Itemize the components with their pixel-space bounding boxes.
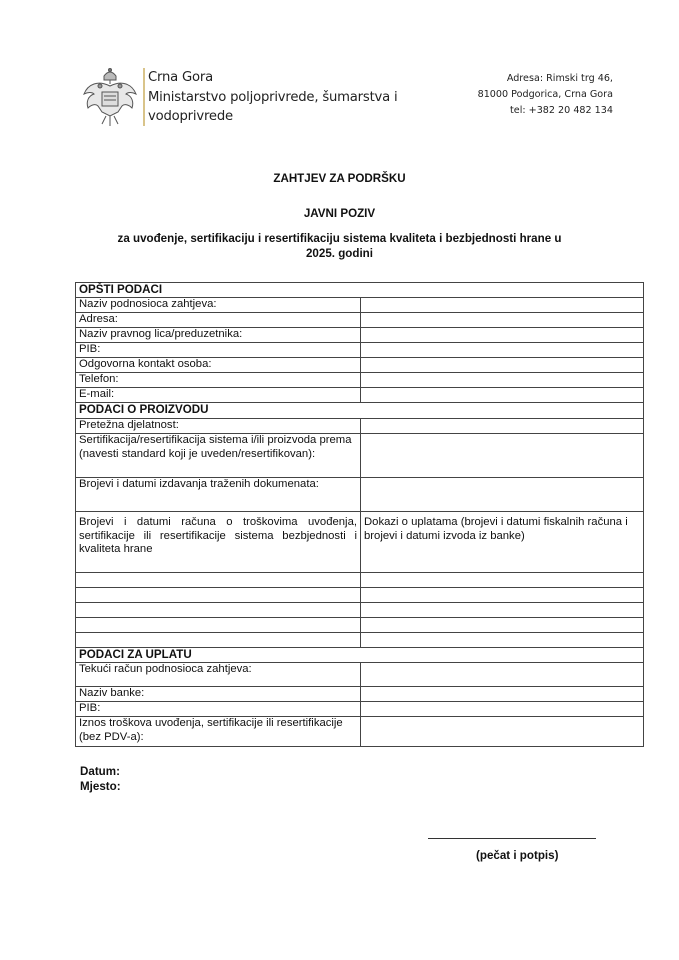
certification-standard-field[interactable] <box>361 434 644 478</box>
invoice-cell[interactable] <box>76 588 361 603</box>
address-field[interactable] <box>361 313 644 328</box>
document-title: ZAHTJEV ZA PODRŠKU <box>273 172 406 185</box>
payment-cell[interactable] <box>361 603 644 618</box>
payments-column-header: Dokazi o uplatama (brojevi i datumi fiskalnih računa i brojevi i datumi izvoda iz banke) <box>361 512 644 573</box>
main-activity-field[interactable] <box>361 419 644 434</box>
ministry-address <box>478 71 613 119</box>
invoices-header-row <box>76 512 644 573</box>
application-form-table <box>75 282 644 747</box>
field-label: Naziv banke: <box>76 687 361 702</box>
form-row <box>76 298 644 313</box>
section-heading-row <box>76 283 644 298</box>
invoices-column-header: Brojevi i datumi računa o troškovima uvođenja, sertifikacije ili resertifikacije sistema bezbjednosti i kvaliteta hrane <box>76 512 361 573</box>
form-row <box>76 343 644 358</box>
form-row <box>76 373 644 388</box>
place-label: Mjesto: <box>80 780 121 793</box>
invoice-row <box>76 633 644 648</box>
cost-amount-field[interactable] <box>361 717 644 747</box>
section-general-heading: OPŠTI PODACI <box>76 283 644 298</box>
signature-line[interactable] <box>428 838 596 839</box>
field-label: Tekući račun podnosioca zahtjeva: <box>76 663 361 687</box>
ministry-name <box>148 68 398 127</box>
invoice-row <box>76 588 644 603</box>
field-label: Brojevi i datumi izdavanja traženih dokumenata: <box>76 478 361 512</box>
form-row <box>76 388 644 403</box>
invoice-row <box>76 603 644 618</box>
field-label: Naziv podnosioca zahtjeva: <box>76 298 361 313</box>
document-numbers-field[interactable] <box>361 478 644 512</box>
country-name: Crna Gora <box>148 70 214 85</box>
date-label: Datum: <box>80 765 120 778</box>
payment-cell[interactable] <box>361 618 644 633</box>
form-row <box>76 702 644 717</box>
form-row <box>76 313 644 328</box>
form-row <box>76 687 644 702</box>
payment-cell[interactable] <box>361 573 644 588</box>
coat-of-arms-icon <box>80 66 140 128</box>
legal-entity-field[interactable] <box>361 328 644 343</box>
invoice-cell[interactable] <box>76 573 361 588</box>
signature-label: (pečat i potpis) <box>476 849 559 862</box>
address-line-1: Adresa: Rimski trg 46, <box>506 73 613 84</box>
field-label: E-mail: <box>76 388 361 403</box>
form-row <box>76 663 644 687</box>
form-row <box>76 717 644 747</box>
invoice-cell[interactable] <box>76 618 361 633</box>
form-row <box>76 328 644 343</box>
description-line-1: za uvođenje, sertifikaciju i resertifikaciju sistema kvaliteta i bezbjednosti hrane u <box>117 232 562 245</box>
contact-person-field[interactable] <box>361 358 644 373</box>
invoice-cell[interactable] <box>76 603 361 618</box>
field-label: Pretežna djelatnost: <box>76 419 361 434</box>
payment-pib-field[interactable] <box>361 702 644 717</box>
payment-cell[interactable] <box>361 588 644 603</box>
ministry-line-1: Ministarstvo poljoprivrede, šumarstva i <box>148 89 398 105</box>
document-subtitle: JAVNI POZIV <box>303 207 376 220</box>
description-line-2: 2025. godini <box>305 247 373 260</box>
phone-field[interactable] <box>361 373 644 388</box>
form-row <box>76 358 644 373</box>
field-label: Telefon: <box>76 373 361 388</box>
field-label: Adresa: <box>76 313 361 328</box>
document-description <box>0 231 679 261</box>
applicant-name-field[interactable] <box>361 298 644 313</box>
ministry-line-2: vodoprivrede <box>148 109 233 124</box>
form-row <box>76 419 644 434</box>
bank-name-field[interactable] <box>361 687 644 702</box>
bank-account-field[interactable] <box>361 663 644 687</box>
form-row <box>76 478 644 512</box>
form-row <box>76 434 644 478</box>
address-phone: tel: +382 20 482 134 <box>510 105 613 116</box>
email-field[interactable] <box>361 388 644 403</box>
invoice-cell[interactable] <box>76 633 361 648</box>
section-payment-heading: PODACI ZA UPLATU <box>76 648 644 663</box>
field-label: PIB: <box>76 702 361 717</box>
payment-cell[interactable] <box>361 633 644 648</box>
field-label: Odgovorna kontakt osoba: <box>76 358 361 373</box>
address-line-2: 81000 Podgorica, Crna Gora <box>477 89 613 100</box>
field-label: Sertifikacija/resertifikacija sistema i/ili proizvoda prema (navesti standard koji je uveden/resertifikovan): <box>76 434 361 478</box>
header-divider <box>143 68 145 126</box>
invoice-row <box>76 573 644 588</box>
section-heading-row <box>76 403 644 419</box>
invoice-row <box>76 618 644 633</box>
section-heading-row <box>76 648 644 663</box>
field-label: PIB: <box>76 343 361 358</box>
field-label: Iznos troškova uvođenja, sertifikacije ili resertifikacije (bez PDV-a): <box>76 717 361 747</box>
field-label: Naziv pravnog lica/preduzetnika: <box>76 328 361 343</box>
pib-field[interactable] <box>361 343 644 358</box>
section-product-heading: PODACI O PROIZVODU <box>76 403 644 419</box>
